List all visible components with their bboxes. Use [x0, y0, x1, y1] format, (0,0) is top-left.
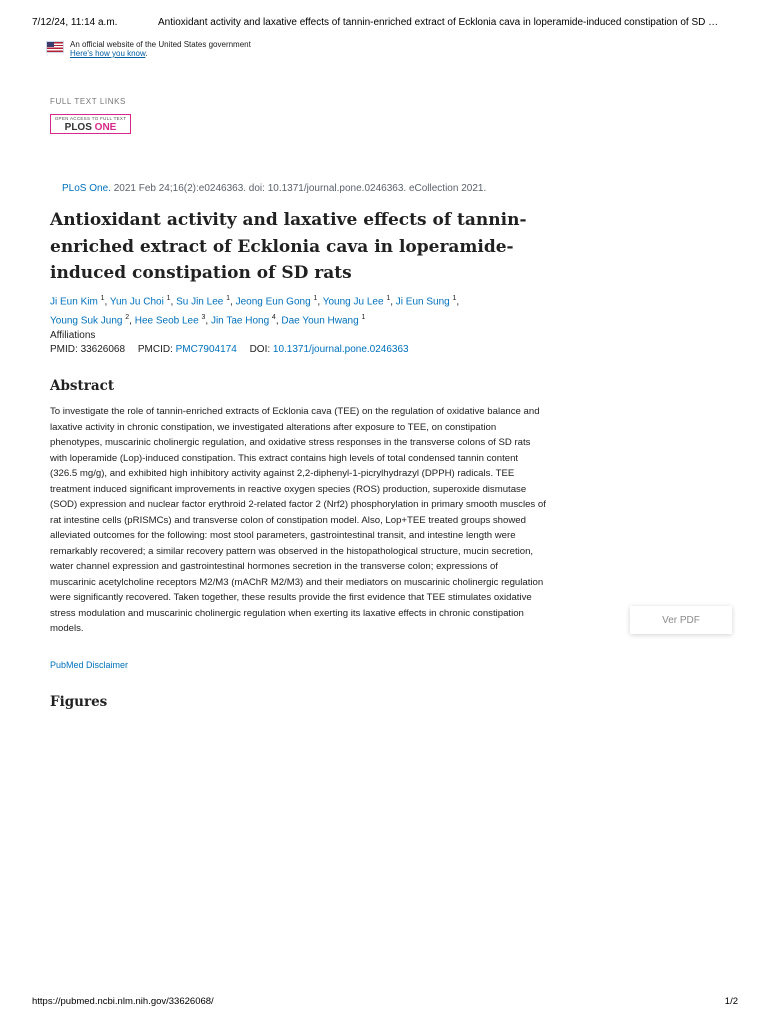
author-affiliation-number: 2	[125, 313, 130, 321]
journal-link[interactable]: PLoS One.	[62, 183, 111, 194]
author-affiliation-number: 1	[100, 295, 105, 302]
author-affiliation-number: 3	[201, 313, 206, 321]
citation	[62, 183, 486, 194]
author-link[interactable]: Young Ju Lee	[322, 296, 384, 308]
author-link[interactable]: Hee Seob Lee	[134, 315, 199, 327]
gov-banner: An official website of the United States government Here's how you know.	[46, 40, 251, 58]
affiliations-toggle[interactable]: Affiliations	[50, 330, 96, 341]
author-link[interactable]: Ji Eun Kim	[50, 296, 98, 308]
abstract-heading: Abstract	[50, 378, 115, 394]
full-text-links-label: FULL TEXT LINKS	[50, 97, 126, 106]
authors-list: Ji Eun Kim $^1$, Yun Ju Choi $^1$, Su Jin Lee $^1$, Jeong Eun Gong $^1$, Young Ju Lee $^1$, Ji Eun Sung $^1$, Young Suk Jung $^2$, Hee Seob Lee $^3$, Jin Tae Hong $^4$, Dae Youn Hwang $^1$	[50, 295, 460, 327]
abstract-text: To investigate the role of tannin-enriched extracts of Ecklonia cava (TEE) on the regulation of oxidative balance and laxative activity in chronic constipation, we investigated alterations after exposure to TEE, on constipation phenotypes, muscarinic cholinergic regulation, and oxidative stress responses in the transverse colons of SD rats with loperamide (Lop)-induced constipation. This extract contains high levels of total condensed tannin content (326.5 mg/g), and exhibited high inhibitory activity against 2,2-diphenyl-1-picrylhydrazyl (DPPH) radicals. TEE treatment induced significant improvements in reactive oxygen species (ROS) production, superoxide dismutase (SOD) expression and nuclear factor erythroid 2-related factor 2 (Nrf2) phosphorylation in primary smooth muscles of rat intestine cells (pRISMCs) and transverse colon of constipation model. Also, Lop+TEE treated groups showed alleviated outcomes for the following: most stool parameters, gastrointestinal transit, and intestine length were remarkably recovered; a similar recovery pattern was observed in the histopathological structure, mucin secretion, water channel expression and gastrointestinal hormones secretion in the transverse colon; expressions of muscarinic acetylcholine receptors M2/M3 (mAChR M2/M3) and their mediators on muscarinic cholinergic regulation were significantly recovered. Taken together, these results provide the first evidence that TEE stimulates oxidative stress modulation and muscarinic cholinergic regulation when exerting its laxative effects in chronic constipation models.	[50, 406, 546, 634]
print-footer-url: https://pubmed.ncbi.nlm.nih.gov/33626068/	[32, 996, 214, 1007]
author-link[interactable]: Jin Tae Hong	[210, 315, 270, 327]
pmcid-link[interactable]: PMC7904174	[175, 344, 237, 355]
print-datetime: 7/12/24, 11:14 a.m.	[32, 17, 118, 28]
article-identifiers: PMID: 33626068 PMCID: PMC7904174 DOI: 10.1371/journal.pone.0246363	[50, 344, 409, 355]
plos-one-full-text-link[interactable]	[50, 114, 131, 134]
author-affiliation-number: 1	[313, 295, 318, 302]
author-link[interactable]: Ji Eun Sung	[395, 296, 450, 308]
author-affiliation-number: 1	[386, 295, 391, 302]
author-link[interactable]: Young Suk Jung	[50, 315, 123, 327]
author-link[interactable]: Su Jin Lee	[176, 296, 224, 308]
author-affiliation-number: 1	[226, 295, 231, 302]
gov-banner-link[interactable]: Here's how you know	[70, 49, 146, 58]
author-link[interactable]: Dae Youn Hwang	[281, 315, 359, 327]
citation-details: 2021 Feb 24;16(2):e0246363. doi: 10.1371/journal.pone.0246363. eCollection 2021.	[110, 183, 487, 194]
view-pdf-button[interactable]: Ver PDF	[630, 606, 732, 634]
pmid-value: 33626068	[80, 344, 126, 355]
author-affiliation-number: 1	[166, 295, 171, 302]
author-link[interactable]: Yun Ju Choi	[109, 296, 164, 308]
author-affiliation-number: 4	[271, 313, 276, 321]
author-link[interactable]: Jeong Eun Gong	[235, 296, 311, 308]
author-affiliation-number: 1	[361, 313, 366, 321]
print-footer-page-number: 1/2	[724, 996, 738, 1007]
doi-link[interactable]: 10.1371/journal.pone.0246363	[272, 344, 409, 355]
print-header	[32, 17, 738, 28]
us-flag-icon	[46, 41, 64, 53]
figures-heading: Figures	[50, 694, 108, 710]
print-page-title: Antioxidant activity and laxative effects of tannin-enriched extract of Ecklonia cava in loperamide-induced constipation of SD …	[158, 17, 719, 28]
pubmed-disclaimer-link[interactable]: PubMed Disclaimer	[50, 660, 129, 670]
plos-one-logo: PLOS ONE	[64, 122, 117, 133]
author-affiliation-number: 1	[452, 295, 457, 302]
article-title: Antioxidant activity and laxative effects of tannin-enriched extract of Ecklonia cava in loperamide-induced constipation of SD rats	[50, 210, 527, 283]
gov-banner-text: An official website of the United States government	[70, 40, 251, 49]
open-access-label: OPEN ACCESS TO FULL TEXT	[54, 116, 127, 121]
